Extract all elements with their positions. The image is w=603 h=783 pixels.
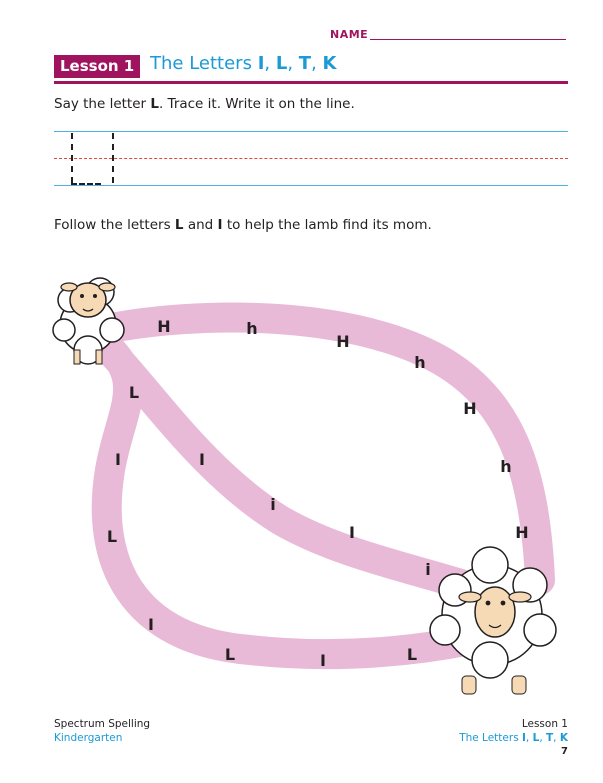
maze-letter-middle-path-4[interactable]: i	[425, 560, 431, 579]
title-letter-i: I	[257, 53, 265, 74]
maze-path-middle	[100, 340, 480, 590]
writing-base-line[interactable]	[54, 185, 568, 186]
footer-title-prefix: The Letters	[459, 732, 522, 744]
maze-letter-outer-path-3[interactable]: L	[106, 527, 118, 546]
trace-stroke	[112, 133, 114, 183]
footer-letter-l: L	[532, 732, 540, 744]
footer-letter-k: K	[559, 732, 568, 744]
maze-letter-outer-path-6[interactable]: I	[320, 651, 326, 670]
title-rule	[54, 81, 568, 84]
writing-midline	[54, 158, 568, 159]
maze-instruction-middle: and	[183, 217, 218, 233]
footer-lesson-info	[459, 717, 568, 745]
maze-letter-outer-path-5[interactable]: L	[224, 645, 236, 664]
writing-top-line	[54, 131, 568, 132]
maze-letter-outer-path-7[interactable]: L	[406, 645, 418, 664]
lesson-title	[150, 53, 336, 74]
maze-letter-top-path-6[interactable]: h	[500, 457, 512, 476]
name-label: NAME	[330, 28, 369, 41]
footer-book-title: Spectrum Spelling	[54, 718, 151, 730]
maze-letter-top-path-2[interactable]: h	[246, 319, 258, 338]
maze-letter-top-path-5[interactable]: H	[463, 399, 477, 418]
trace-letter-l-stem	[71, 133, 73, 183]
letter-maze	[0, 240, 603, 710]
footer-lesson: Lesson 1	[521, 718, 568, 730]
maze-instruction-letter-l: L	[174, 217, 184, 233]
title-separator: ,	[311, 53, 323, 74]
maze-letter-top-path-3[interactable]: H	[336, 332, 350, 351]
maze-letter-middle-path-2[interactable]: i	[270, 495, 276, 514]
title-separator: ,	[287, 53, 299, 74]
maze-letter-top-path-4[interactable]: h	[414, 353, 426, 372]
page-number: 7	[561, 746, 568, 757]
maze-instruction	[54, 217, 432, 233]
name-line[interactable]	[370, 39, 566, 40]
footer-letter-t: T	[546, 732, 554, 744]
lesson-badge: Lesson 1	[54, 55, 140, 78]
footer-title: The Letters I, L, T, K	[459, 732, 568, 744]
maze-instruction-start: Follow the letters	[54, 217, 175, 233]
trace-instruction	[54, 96, 355, 112]
maze-instruction-letter-i: I	[217, 217, 223, 233]
trace-instruction-start: Say the letter	[54, 96, 151, 112]
lesson-title-prefix: The Letters	[150, 53, 258, 74]
title-separator: ,	[264, 53, 276, 74]
footer-letter-i: I	[522, 732, 526, 744]
footer-book-info	[54, 717, 150, 745]
trace-instruction-end: . Trace it. Write it on the line.	[158, 96, 355, 112]
footer-grade: Kindergarten	[54, 732, 123, 744]
maze-letter-top-path-1[interactable]: H	[157, 317, 171, 336]
title-letter-t: T	[298, 53, 312, 74]
trace-instruction-letter: L	[150, 96, 159, 112]
trace-letter-l-foot	[71, 183, 101, 185]
maze-letter-middle-path-1[interactable]: I	[199, 450, 205, 469]
maze-letter-middle-path-3[interactable]: I	[349, 523, 355, 542]
maze-letter-outer-path-2[interactable]: I	[115, 450, 121, 469]
maze-letter-outer-path-1[interactable]: L	[128, 383, 140, 402]
title-letter-k: K	[322, 53, 337, 74]
maze-letter-top-path-7[interactable]: H	[515, 523, 529, 542]
maze-instruction-end: to help the lamb find its mom.	[222, 217, 432, 233]
title-letter-l: L	[275, 53, 288, 74]
maze-letter-outer-path-4[interactable]: I	[148, 615, 154, 634]
